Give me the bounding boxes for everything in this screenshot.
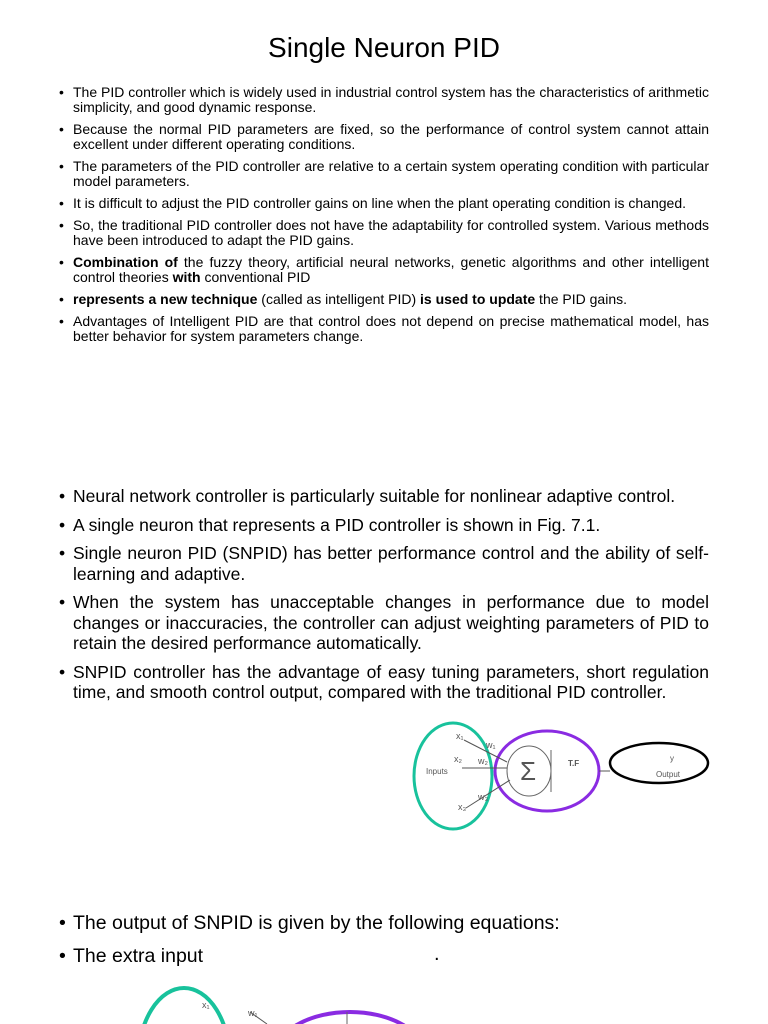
single-neuron-diagram-cropped <box>110 982 440 1024</box>
section2-4 <box>59 592 709 654</box>
bullet-text: The extra input <box>73 945 204 967</box>
single-neuron-diagram <box>400 720 712 832</box>
inputs-circle <box>414 723 492 829</box>
trailing-period: . <box>434 943 440 965</box>
bullet-text: the fuzzy theory, artificial neural networks, genetic algorithms and other intelligent control theories <box>73 254 709 285</box>
section1-4 <box>59 196 709 211</box>
section1-2 <box>59 122 709 152</box>
neuron-circle <box>495 731 599 811</box>
bullet-text: represents a new technique <box>73 291 258 307</box>
bullet-text: The parameters of the PID controller are relative to a certain system operating condition with particular model parameters. <box>73 158 709 189</box>
section1-3 <box>59 159 709 189</box>
x1-label: x₁ <box>456 731 464 741</box>
inputs-label: Inputs <box>426 767 448 776</box>
section1-5 <box>59 218 709 248</box>
w1-label-2: w₁ <box>248 1008 258 1018</box>
bullet-text: Combination of <box>73 254 178 270</box>
page-title: Single Neuron PID <box>268 32 500 63</box>
section2-5 <box>59 662 709 703</box>
bullet-text: The PID controller which is widely used in industrial control system has the characteristics of arithmetic simplicity, and good dynamic response. <box>73 84 709 115</box>
y-label: y <box>670 754 674 763</box>
bullet-text: Neural network controller is particularly suitable for nonlinear adaptive control. <box>73 486 676 506</box>
bullet-text: SNPID controller has the advantage of easy tuning parameters, short regulation time, and smooth control output, compared with the traditional PID controller. <box>73 661 709 702</box>
section1-6 <box>59 255 709 285</box>
bullet-list-intro <box>59 85 709 351</box>
w2-label: w₂ <box>478 756 488 766</box>
bullet-text: Because the normal PID parameters are fixed, so the performance of control system cannot attain excellent under different operating conditions. <box>73 121 709 152</box>
section1-7 <box>59 292 709 307</box>
bullet-text: with <box>172 269 201 285</box>
bullet-text: The output of SNPID is given by the following equations: <box>73 912 560 934</box>
bullet-list-equations <box>59 911 709 977</box>
bullet-text: Single neuron PID (SNPID) has better performance control and the ability of self-learning and adaptive. <box>73 543 709 584</box>
bullet-text: Advantages of Intelligent PID are that control does not depend on precise mathematical model, has better behavior for system parameters change. <box>73 313 709 344</box>
tf-label: T.F <box>568 759 580 768</box>
bullet-text: (called as intelligent PID) <box>257 291 421 307</box>
bullet-text: When the system has unacceptable changes in performance due to model changes or inaccuracies, the controller can adjust weighting parameters of PID to retain the desired performance automatically. <box>73 592 709 653</box>
x2-label: x₂ <box>454 754 462 764</box>
bullet-text: A single neuron that represents a PID controller is shown in Fig. 7.1. <box>73 514 601 535</box>
bullet-text: It is difficult to adjust the PID controller gains on line when the plant operating condition is changed. <box>73 195 687 211</box>
output-label: Output <box>656 770 681 779</box>
w1-label: w₁ <box>486 740 496 750</box>
x3-label: x₃ <box>458 802 467 812</box>
bullet-text: the PID gains. <box>535 291 627 307</box>
section2-1 <box>59 486 709 507</box>
w3-label: w₃ <box>478 792 489 802</box>
section3-1 <box>59 911 709 935</box>
bullet-text: conventional PID <box>200 269 311 285</box>
section1-1 <box>59 85 709 115</box>
x1-label-2: x₁ <box>202 1000 210 1010</box>
section3-2 <box>59 944 709 968</box>
section1-8 <box>59 314 709 344</box>
sigma-symbol: Σ <box>520 756 537 786</box>
bullet-text: So, the traditional PID controller does not have the adaptability for controlled system. Various methods have been introduced to adapt the PID gains. <box>73 217 709 248</box>
section2-3 <box>59 543 709 584</box>
bullet-list-snpid <box>59 486 709 711</box>
bullet-text: is used to update <box>420 291 536 307</box>
section2-2 <box>59 515 709 536</box>
